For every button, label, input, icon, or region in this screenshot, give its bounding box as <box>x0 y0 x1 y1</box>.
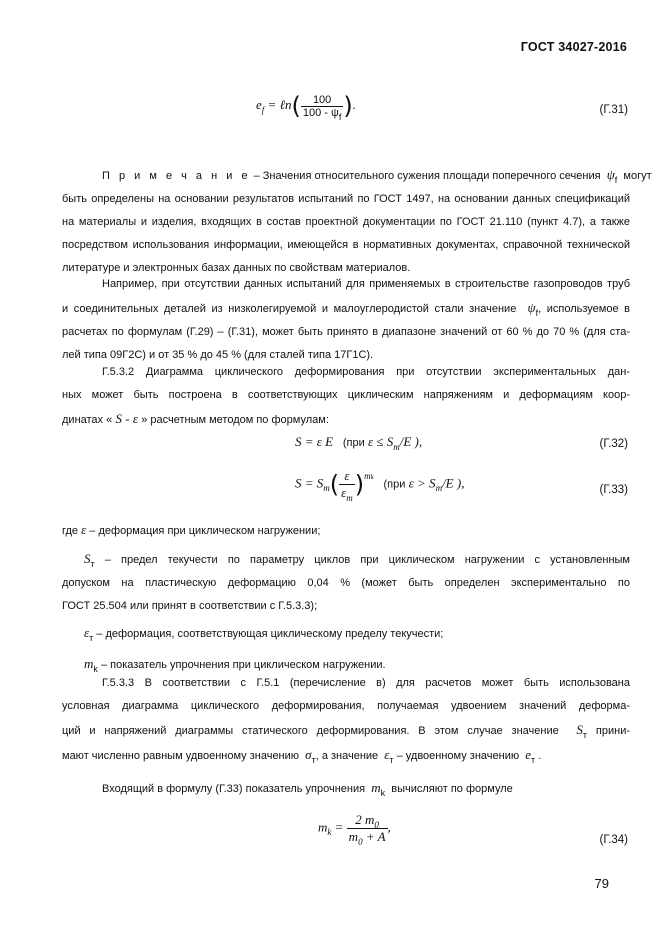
note-paragraph: П р и м е ч а н и е – Значения относительного сужения площади поперечного сечения $\psi_f$ могут быть определены на основании результатов испытаний по ГОСТ 1497, на основании данных спецификаций на материалы и изделия, входящих в состав проектной документации по ГОСТ 21.110 (пункт 4.7), а также посредством использования информации, имеющейся в нормативных документах, справочной технической литературе и электронных базах данных по свойствам материалов. <box>62 167 652 274</box>
equation-g32-number: (Г.32) <box>599 438 628 450</box>
eq31-fraction: $\frac{100}{100 - \psi_f}$ <box>302 93 342 122</box>
section-g533-paragraph: Г.5.3.3 В соответствии с Г.5.1 (перечисление в) для расчетов может быть использована условная диаграмма циклического деформирования, получаемая удвоением значений деформа- ций и напряжений диаграммы статического деформирования. В этом случае значение $S_т$ прини- мают численно равным удвоенному значению $\sigma_т$, а значение $\varepsilon_т$ – удвоенному значению $e_т$ . <box>62 677 631 765</box>
eq31-ln: ℓn <box>279 96 292 112</box>
where-paragraph: где ε – деформация при циклическом нагружении; $S_т$ – предел текучести по параметру циклов при циклическом нагружении с установленным допуском на пластическую деформацию 0,04 % (может быть определен экспериментально по ГОСТ 25.504 или принят в соответствии с Г.5.3.3); $\varepsilon_т$ – деформация, соответствующая циклическому пределу текучести; $m_k$ – показатель упрочнения при циклическом нагружении. <box>62 522 630 674</box>
note-label: П р и м е ч а н и е <box>102 170 251 182</box>
eq34-fraction: $\frac{2 m_0}{m_0 + A}$ <box>348 812 386 847</box>
equation-g33-number: (Г.33) <box>599 484 628 496</box>
eq33-fraction: $\frac{\varepsilon}{\varepsilon_т}$ <box>341 468 353 503</box>
input-sentence: Входящий в формулу (Г.33) показатель упрочнения $m_k$ вычисляют по формуле <box>102 780 513 798</box>
eq31-lhs-sub: f <box>261 104 265 115</box>
equation-g33-expression: $S = S_т$( $\frac{\varepsilon}{\varepsilon_т}$ )$^{mk}$ (при $\varepsilon > S_т/E$ ), <box>295 468 465 503</box>
example-paragraph: Например, при отсутствии данных испытаний для применяемых в строительстве газопроводов труб и соединительных деталей из низколегируемой и малоуглеродистой стали значение $\psi_f$, используемое в расчетах по формулам (Г.29) – (Г.31), может быть принято в диапазоне значений от 60 % до 70 % (для ста- лей типа 09Г2С) и от 35 % до 45 % (для сталей типа 17Г1С). <box>62 278 630 361</box>
equation-g34-number: (Г.34) <box>599 834 628 846</box>
equation-g34 <box>0 812 661 856</box>
page-number: 79 <box>594 876 609 891</box>
equation-g31 <box>0 92 661 136</box>
equation-g33 <box>0 466 661 510</box>
section-g532-paragraph: Г.5.3.2 Диаграмма циклического деформирования при отсутствии экспериментальных дан- ных может быть построена в соответствующих циклическим напряжениям и деформациям коор- динатах « S - ε » расчетным методом по формулам: <box>62 366 630 426</box>
equation-g34-expression: $m_k$ = $\frac{2 m_0}{m_0 + A}$ , <box>318 812 391 847</box>
equation-g31-expression: $e_f$ = ℓn( $\frac{100}{100 - \psi_f}$ ). <box>256 92 356 122</box>
equation-g31-number: (Г.31) <box>599 104 628 116</box>
document-header: ГОСТ 34027-2016 <box>520 40 627 54</box>
equation-g32-expression: S = ε E (при $\varepsilon \le S_т/E$ ), <box>295 434 423 452</box>
eq31-lhs: e <box>256 96 262 112</box>
